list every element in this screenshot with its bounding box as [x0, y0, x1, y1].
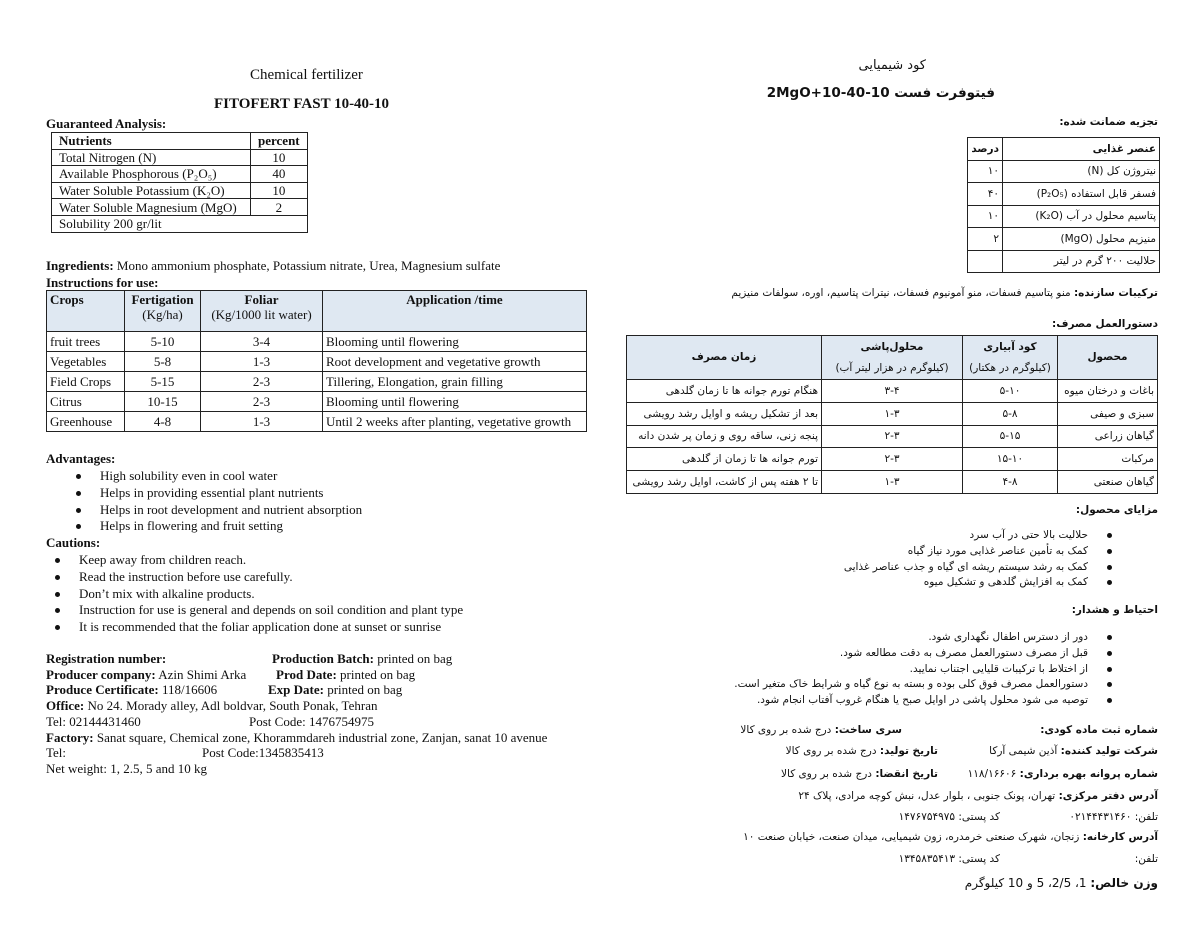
table-header-row	[52, 133, 308, 150]
nutrient-percent: ۴۰	[968, 183, 1003, 206]
list-item: Instruction for use is general and depends on soil condition and plant type	[79, 602, 463, 619]
application-cell: بعد از تشکیل ریشه و اوایل رشد رویشی	[627, 402, 822, 425]
factory-tel: Tel:	[46, 745, 67, 760]
produce-certificate: Produce Certificate: 118/16606	[46, 682, 218, 697]
nutrient-percent: 40	[251, 166, 308, 183]
en-cautions-list	[79, 552, 463, 636]
table-row	[47, 332, 587, 352]
crop-cell: fruit trees	[47, 332, 125, 352]
list-item: کمک به افزایش گلدهی و تشکیل میوه	[844, 575, 1088, 591]
list-item: Don’t mix with alkaline products.	[79, 586, 463, 603]
en-instructions-label: Instructions for use:	[46, 275, 159, 290]
fertigation-cell: 5-8	[125, 352, 201, 372]
fa-product-name: فیتوفرت فست 10-40-10+2MgO	[766, 85, 995, 101]
bullet-icon	[1107, 651, 1112, 656]
list-item: قبل از مصرف دستورالعمل مصرف به دقت مطالعه شود.	[734, 646, 1088, 662]
ingredients-label: ترکیبات سازنده:	[1073, 287, 1158, 299]
nutrient-name: Water Soluble Magnesium (MgO)	[52, 199, 251, 216]
exp-date: Exp Date: printed on bag	[268, 682, 403, 697]
fertigation-cell: ۵-۸	[963, 402, 1058, 425]
table-header-row	[627, 336, 1158, 380]
foliar-cell: 3-4	[201, 332, 323, 352]
list-item: دور از دسترس اطفال نگهداری شود.	[734, 630, 1088, 646]
application-cell: Tillering, Elongation, grain filling	[323, 372, 587, 392]
fertigation-cell: ۵-۱۵	[963, 425, 1058, 448]
en-use-table	[46, 290, 587, 432]
fa-advantages-label: مزایای محصول:	[1075, 504, 1158, 516]
table-row	[627, 425, 1158, 448]
bullet-icon	[76, 508, 81, 513]
list-item: دستورالعمل مصرف فوق کلی بوده و بسته به نوع گیاه و شرایط خاک متغیر است.	[734, 677, 1088, 693]
bullet-icon	[55, 558, 60, 563]
table-row	[968, 228, 1160, 251]
col-nutrients: Nutrients	[52, 133, 251, 150]
foliar-cell: ۲-۳	[822, 448, 963, 471]
fa-advantages-list	[844, 528, 1088, 591]
col-nutrient: عنصر غذایی	[1003, 138, 1160, 161]
crop-cell: گیاهان زراعی	[1058, 425, 1158, 448]
nutrient-name: Available Phosphorous (P₂O₅)	[52, 166, 251, 183]
crop-cell: مرکبات	[1058, 448, 1158, 471]
nutrient-percent: ۱۰	[968, 205, 1003, 228]
foliar-cell: ۳-۴	[822, 380, 963, 403]
list-item: Read the instruction before use carefully.	[79, 569, 463, 586]
crop-cell: Citrus	[47, 392, 125, 412]
bullet-icon	[76, 524, 81, 529]
application-cell: پنجه زنی، ساقه روی و زمان پر شدن دانه	[627, 425, 822, 448]
table-row	[52, 149, 308, 166]
en-product-name: FITOFERT FAST 10-40-10	[214, 96, 390, 112]
col-crop: محصول	[1058, 336, 1158, 380]
fa-factory-post-code: کد پستی: ۱۳۴۵۸۳۵۴۱۳	[898, 853, 1000, 865]
nutrient-percent: 10	[251, 149, 308, 166]
fa-use-table	[626, 335, 1158, 494]
bullet-icon	[1107, 682, 1112, 687]
list-item: از اختلاط با ترکیبات قلیایی اجتناب نمایید.	[734, 662, 1088, 678]
foliar-cell: ۱-۳	[822, 471, 963, 494]
table-row	[47, 412, 587, 432]
nutrient-percent: ۲	[968, 228, 1003, 251]
table-row	[52, 215, 308, 232]
fa-nutrients-table	[967, 137, 1160, 273]
application-cell: Until 2 weeks after planting, vegetative growth	[323, 412, 587, 432]
table-row	[968, 250, 1160, 273]
bullet-icon	[55, 608, 60, 613]
bullet-icon	[1107, 698, 1112, 703]
nutrient-name: نیتروژن کل (N)	[1003, 160, 1160, 183]
col-percent: percent	[251, 133, 308, 150]
fa-producer-company: شرکت تولید کننده: آذین شیمی آرکا	[989, 745, 1158, 757]
bullet-icon	[55, 625, 60, 630]
table-row	[627, 402, 1158, 425]
net-weight: Net weight: 1, 2.5, 5 and 10 kg	[46, 761, 208, 776]
bullet-icon	[1107, 533, 1112, 538]
table-row	[47, 352, 587, 372]
application-cell: تا ۲ هفته پس از کاشت، اوایل رشد رویشی	[627, 471, 822, 494]
fa-guaranteed-label: تجزیه ضمانت شده:	[1059, 116, 1158, 128]
table-header-row	[47, 291, 587, 332]
list-item: It is recommended that the foliar application done at sunset or sunrise	[79, 619, 463, 636]
fa-exp-date: تاریخ انقضا: درج شده بر روی کالا	[781, 768, 938, 780]
list-item: High solubility even in cool water	[100, 468, 362, 485]
table-row	[968, 183, 1160, 206]
list-item: توصیه می شود محلول پاشی در اوایل صبح یا هنگام غروب آفتاب انجام شود.	[734, 693, 1088, 709]
table-header-row	[968, 138, 1160, 161]
office-tel: Tel: 02144431460	[46, 714, 141, 729]
col-foliar: Foliar (Kg/1000 lit water)	[201, 291, 323, 332]
crop-cell: Field Crops	[47, 372, 125, 392]
fa-heading: کود شیمیایی	[858, 58, 926, 73]
foliar-cell: ۱-۳	[822, 402, 963, 425]
fertigation-cell: ۵-۱۰	[963, 380, 1058, 403]
col-crops: Crops	[47, 291, 125, 332]
bullet-icon	[76, 491, 81, 496]
ingredients-label: Ingredients:	[46, 258, 114, 273]
bullet-icon	[1107, 580, 1112, 585]
foliar-cell: 2-3	[201, 392, 323, 412]
list-item: حلالیت بالا حتی در آب سرد	[844, 528, 1088, 544]
application-cell: Blooming until flowering	[323, 332, 587, 352]
fa-prod-date: تاریخ تولید: درج شده بر روی کالا	[785, 745, 938, 757]
fa-ingredients	[731, 286, 1158, 300]
en-cautions-label: Cautions:	[46, 535, 101, 550]
application-cell: هنگام تورم جوانه ها تا زمان گلدهی	[627, 380, 822, 403]
fa-factory-address: آدرس کارخانه: زنجان، شهرک صنعتی خرمدره، زون شیمیایی، میدان صنعت، خیابان صنعت ۱۰	[743, 831, 1158, 843]
foliar-cell: 1-3	[201, 352, 323, 372]
foliar-cell: 2-3	[201, 372, 323, 392]
col-foliar: محلول‌پاشی (کیلوگرم در هزار لیتر آب)	[822, 336, 963, 380]
nutrient-percent: ۱۰	[968, 160, 1003, 183]
crop-cell: Vegetables	[47, 352, 125, 372]
table-row	[968, 205, 1160, 228]
bullet-icon	[1107, 565, 1112, 570]
fa-registration-number: شماره ثبت ماده کودی:	[1040, 724, 1158, 736]
bullet-icon	[55, 592, 60, 597]
table-row	[627, 380, 1158, 403]
crop-cell: سبزی و صیفی	[1058, 402, 1158, 425]
application-cell: تورم جوانه ها تا زمان از گلدهی	[627, 448, 822, 471]
list-item: Keep away from children reach.	[79, 552, 463, 569]
table-row	[47, 392, 587, 412]
solubility-cell: حلالیت ۲۰۰ گرم در لیتر	[1003, 250, 1160, 273]
list-item: Helps in flowering and fruit setting	[100, 518, 362, 535]
table-row	[47, 372, 587, 392]
nutrient-name: Water Soluble Potassium (K₂O)	[52, 182, 251, 199]
persian-label-column	[620, 0, 1160, 927]
fa-office-post-code: کد پستی: ۱۴۷۶۷۵۴۹۷۵	[898, 811, 1000, 823]
application-cell: Blooming until flowering	[323, 392, 587, 412]
fertigation-cell: 5-15	[125, 372, 201, 392]
factory-address: Factory: Sanat square, Chemical zone, Khorammdareh industrial zone, Zanjan, sanat 10 avenue	[46, 730, 548, 745]
fa-instructions-label: دستورالعمل مصرف:	[1052, 318, 1158, 330]
office-post-code: Post Code: 1476754975	[249, 714, 374, 729]
nutrient-percent: 2	[251, 199, 308, 216]
col-application-time: زمان مصرف	[627, 336, 822, 380]
col-fertigation: Fertigation (Kg/ha)	[125, 291, 201, 332]
col-application-time: Application /time	[323, 291, 587, 332]
list-item: کمک به تأمین عناصر غذایی مورد نیاز گیاه	[844, 544, 1088, 560]
crop-cell: باغات و درختان میوه	[1058, 380, 1158, 403]
table-row	[968, 160, 1160, 183]
list-item: Helps in providing essential plant nutrients	[100, 485, 362, 502]
bullet-icon	[1107, 667, 1112, 672]
bullet-icon	[1107, 635, 1112, 640]
production-batch: Production Batch: printed on bag	[272, 651, 453, 666]
ingredients-value: Mono ammonium phosphate, Potassium nitrate, Urea, Magnesium sulfate	[116, 258, 501, 273]
fertigation-cell: 5-10	[125, 332, 201, 352]
foliar-cell: ۲-۳	[822, 425, 963, 448]
en-guaranteed-label: Guaranteed Analysis:	[46, 116, 167, 131]
en-nutrients-table	[51, 132, 308, 233]
office-address: Office: No 24. Morady alley, Adl boldvar, South Ponak, Tehran	[46, 698, 378, 713]
nutrient-name: منیزیم محلول (MgO)	[1003, 228, 1160, 251]
foliar-cell: 1-3	[201, 412, 323, 432]
solubility-cell: Solubility 200 gr/lit	[52, 215, 308, 232]
en-heading: Chemical fertilizer	[250, 67, 363, 83]
fa-factory-tel: تلفن:	[1134, 853, 1158, 865]
list-item: کمک به رشد سیستم ریشه ای گیاه و جذب عناصر غذایی	[844, 560, 1088, 576]
fa-net-weight: وزن خالص: 1، 2/5، 5 و 10 کیلوگرم	[964, 876, 1158, 890]
table-row	[52, 166, 308, 183]
fa-produce-certificate: شماره پروانه بهره برداری: ۱۱۸/۱۶۶۰۶	[967, 768, 1158, 780]
en-advantages-list	[100, 468, 362, 535]
en-advantages-label: Advantages:	[46, 451, 116, 466]
fa-office-address: آدرس دفتر مرکزی: تهران، پونک جنوبی ، بلوار عدل، نبش کوچه مرادی، پلاک ۲۴	[798, 790, 1158, 802]
factory-post-code: Post Code:1345835413	[202, 745, 324, 760]
list-item: Helps in root development and nutrient absorption	[100, 502, 362, 519]
crop-cell: گیاهان صنعتی	[1058, 471, 1158, 494]
producer-company: Producer company: Azin Shimi Arka	[46, 667, 247, 682]
bullet-icon	[1107, 549, 1112, 554]
nutrient-name: Total Nitrogen (N)	[52, 149, 251, 166]
col-fertigation: کود آبیاری (کیلوگرم در هکتار)	[963, 336, 1058, 380]
nutrient-name: پتاسیم محلول در آب (K₂O)	[1003, 205, 1160, 228]
fertigation-cell: ۱۵-۱۰	[963, 448, 1058, 471]
fa-production-batch: سری ساخت: درج شده بر روی کالا	[740, 724, 902, 736]
ingredients-value: منو پتاسیم فسفات، منو آمونیوم فسفات، نیترات پتاسیم، اوره، سولفات منیزیم	[731, 287, 1071, 299]
nutrient-name: فسفر قابل استفاده (P₂O₅)	[1003, 183, 1160, 206]
bullet-icon	[76, 474, 81, 479]
fa-cautions-label: احتیاط و هشدار:	[1071, 604, 1158, 616]
table-row	[627, 448, 1158, 471]
prod-date: Prod Date: printed on bag	[276, 667, 416, 682]
en-ingredients	[46, 258, 500, 274]
bullet-icon	[55, 575, 60, 580]
fa-cautions-list	[734, 630, 1088, 709]
nutrient-percent: 10	[251, 182, 308, 199]
col-percent: درصد	[968, 138, 1003, 161]
fertigation-cell: 4-8	[125, 412, 201, 432]
table-row	[627, 471, 1158, 494]
fertigation-cell: ۴-۸	[963, 471, 1058, 494]
fa-office-tel: تلفن: ۰۲۱۴۴۴۳۱۴۶۰	[1069, 811, 1158, 823]
registration-number: Registration number:	[46, 651, 167, 666]
application-cell: Root development and vegetative growth	[323, 352, 587, 372]
table-row	[52, 199, 308, 216]
crop-cell: Greenhouse	[47, 412, 125, 432]
empty-cell	[968, 250, 1003, 273]
table-row	[52, 182, 308, 199]
fertigation-cell: 10-15	[125, 392, 201, 412]
